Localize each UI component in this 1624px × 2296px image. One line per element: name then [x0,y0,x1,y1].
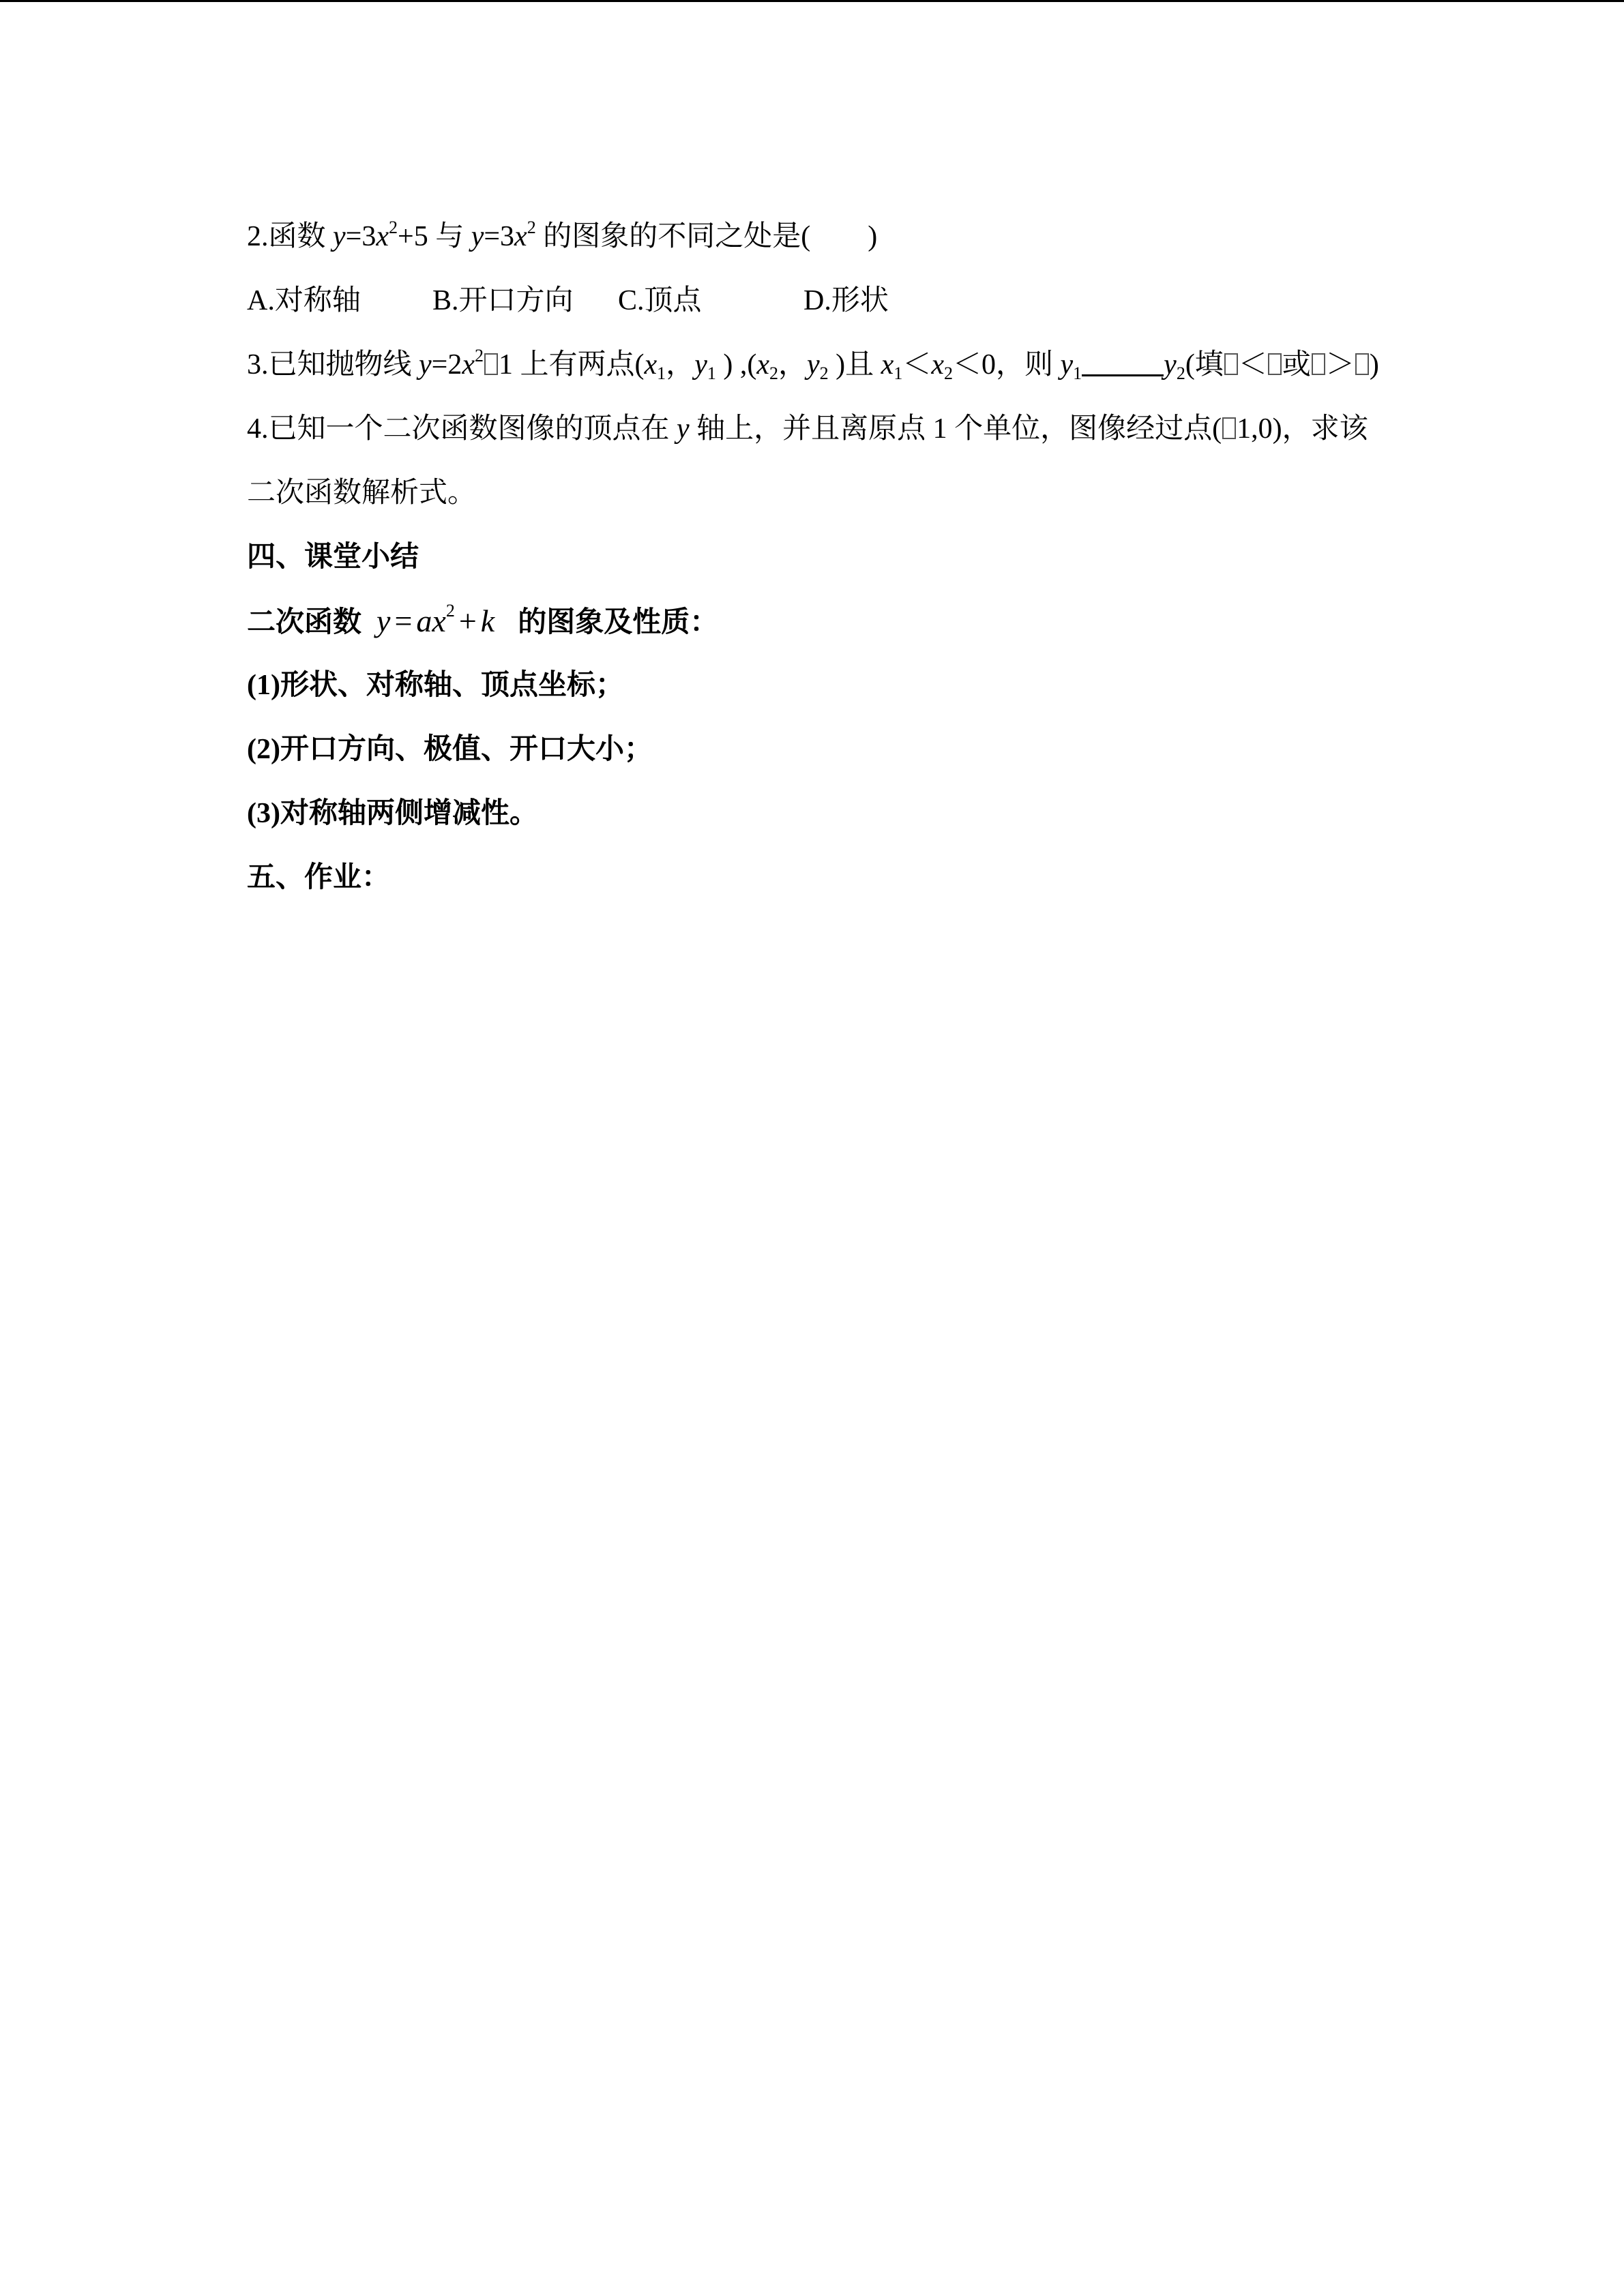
summary-item: (3)对称轴两侧增减性。 [247,798,538,829]
option-c: C.顶点 [618,285,702,316]
missing-glyph-box [1224,353,1238,375]
page-top-border [0,0,1624,2]
option-b: B.开口方向 [432,285,574,316]
missing-glyph-box [484,353,498,375]
summary-item: (1)形状、对称轴、顶点坐标； [247,670,624,701]
summary-line: 二次函数 $y = ax^2 + k$ 的图象及性质： [247,601,719,638]
missing-glyph-box [1312,353,1325,375]
answer-blank [1082,347,1164,376]
question-2-options [247,269,1393,333]
document-body [247,205,1393,910]
question-4-line-1: 4.已知一个二次函数图像的顶点在 y 轴上，并且离原点 1 个单位，图像经过点( 1,0)，求该 [247,413,1368,445]
formula: $y = ax^2 + k$ [377,601,495,638]
question-3: 3.已知抛物线 $y=2x^2$ 1 上有两点($x_1$，$y_1$ ) $,(x_2$，$y_2$ )且 $x_1<x_2<0$，则 $y_1$ $y_2$(填 ＜ 或 ＞ ) [247,346,1379,383]
missing-glyph-box [1268,353,1282,375]
question-2: 2.函数 $y=3x^2+5$ 与 $y=3x^2$ 的图象的不同之处是( ) [247,218,878,252]
option-a: A.对称轴 [247,285,361,316]
missing-glyph-box [1222,417,1236,439]
summary-item: (2)开口方向、极值、开口大小； [247,734,653,765]
section-5-heading: 五、作业： [247,862,391,893]
option-d: D.形状 [803,285,889,316]
question-4-line-2: 二次函数解析式。 [247,477,477,509]
section-4-heading: 四、课堂小结 [247,541,419,573]
missing-glyph-box [1355,353,1369,375]
